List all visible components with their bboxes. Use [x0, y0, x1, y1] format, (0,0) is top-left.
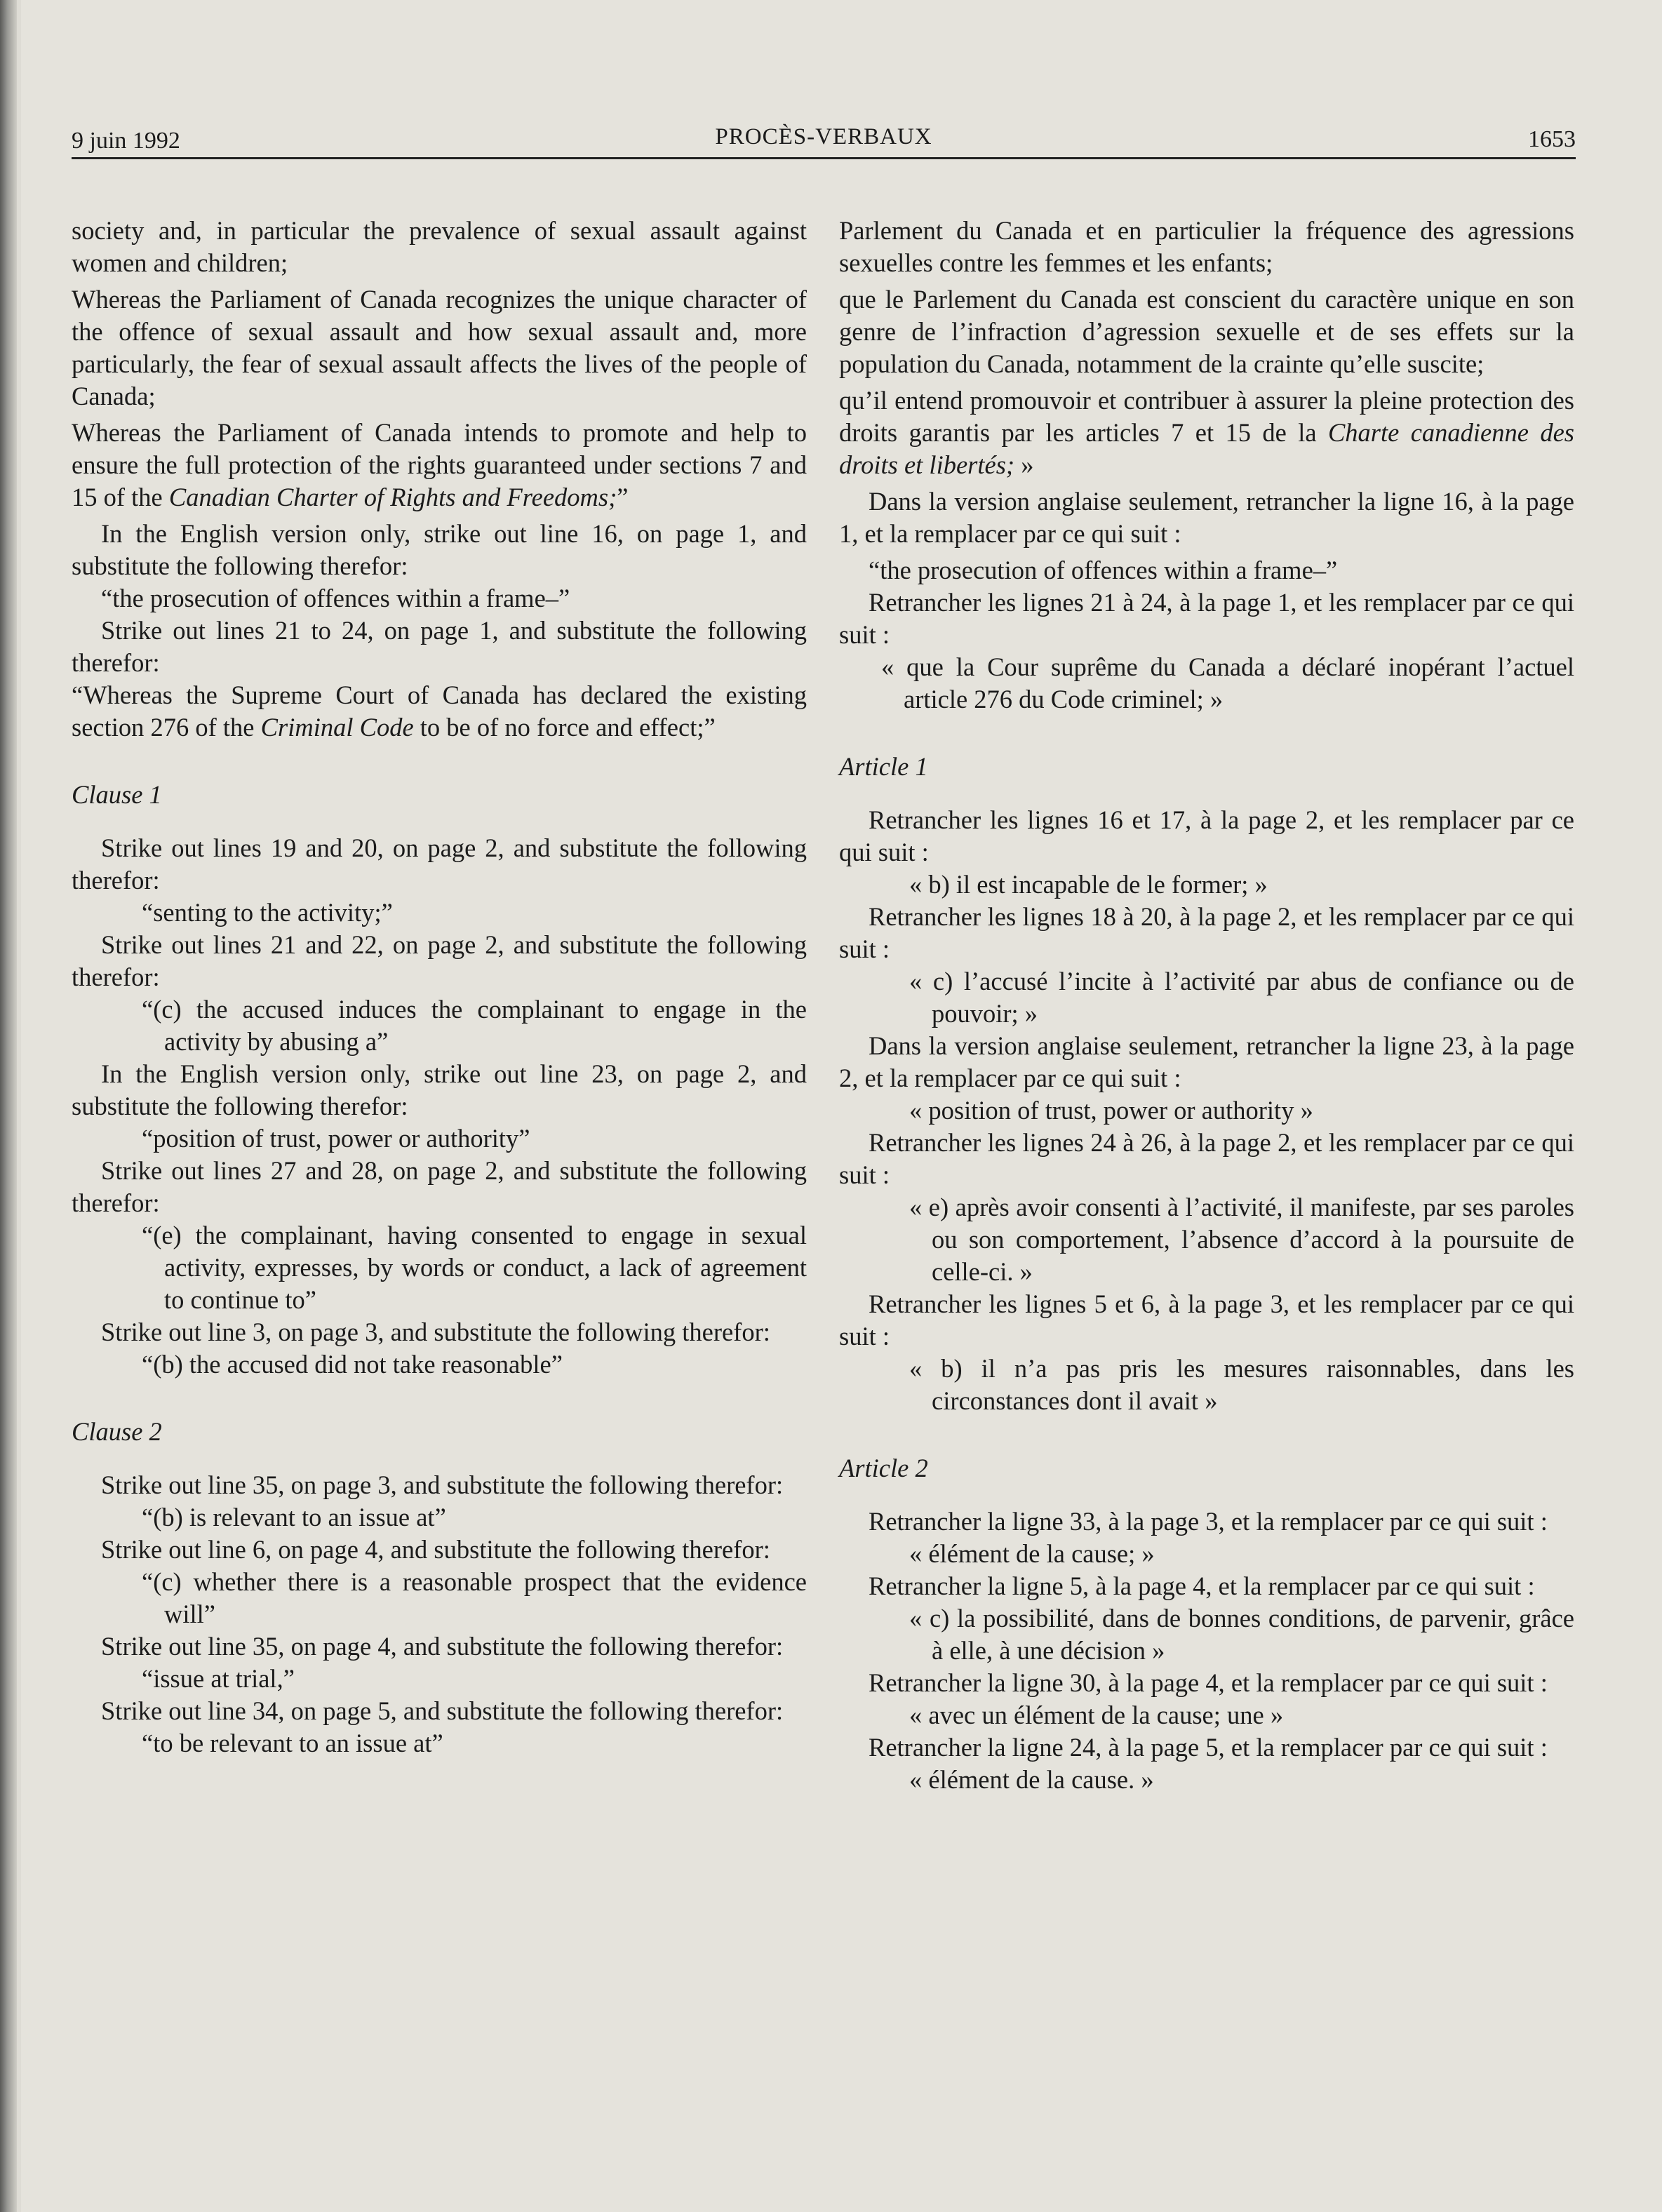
instruction: Retrancher les lignes 5 et 6, à la page 3, et les remplacer par ce qui suit :	[839, 1289, 1574, 1350]
quoted-text: « b) il est incapable de le former; »	[909, 870, 1268, 899]
quoted-text: “senting to the activity;”	[142, 898, 393, 927]
instruction: Dans la version anglaise seulement, retrancher la ligne 23, à la page 2, et la remplacer par ce qui suit :	[839, 1031, 1574, 1092]
instruction: In the English version only, strike out line 23, on page 2, and substitute the following therefor:	[72, 1059, 807, 1120]
quoted-text: “(e) the complainant, having consented to engage in sexual activity, expresses, by words or conduct, a lack of agreement to continue to”	[142, 1221, 807, 1314]
quoted-text: « e) après avoir consenti à l’activité, il manifeste, par ses paroles ou son comportement, l’absence d’accord à la poursuite de celle-ci. »	[909, 1193, 1574, 1286]
running-header	[72, 121, 1576, 159]
instruction: Retrancher les lignes 24 à 26, à la page 2, et les remplacer par ce qui suit :	[839, 1128, 1574, 1189]
header-date: 9 juin 1992	[72, 128, 180, 154]
instruction: Retrancher la ligne 30, à la page 4, et la remplacer par ce qui suit :	[869, 1668, 1548, 1697]
article-heading: Article 1	[839, 752, 928, 781]
instruction: Strike out lines 19 and 20, on page 2, and substitute the following therefor:	[72, 833, 807, 894]
quoted-text: « élément de la cause; »	[909, 1539, 1155, 1568]
instruction: Retrancher les lignes 16 et 17, à la page 2, et les remplacer par ce qui suit :	[839, 805, 1574, 866]
instruction: Strike out lines 21 and 22, on page 2, and substitute the following therefor:	[72, 930, 807, 991]
instruction: Strike out line 35, on page 4, and substitute the following therefor:	[101, 1632, 784, 1661]
quoted-text: “(b) is relevant to an issue at”	[142, 1503, 446, 1531]
quoted-text: « que la Cour suprême du Canada a déclaré inopérant l’actuel article 276 du Code criminel; »	[881, 652, 1574, 713]
book-binding-shadow	[0, 0, 17, 2212]
instruction: Retrancher les lignes 21 à 24, à la page 1, et les remplacer par ce qui suit :	[839, 588, 1574, 649]
instruction: Strike out lines 21 to 24, on page 1, and substitute the following therefor:	[72, 616, 807, 677]
paragraph: qu’il entend promouvoir et contribuer à assurer la pleine protection des droits garantis par les articles 7 et 15 de la Charte canadienne des droits et libertés; »	[839, 386, 1574, 479]
quoted-text: “the prosecution of offences within a frame–”	[101, 584, 570, 612]
quoted-text: « position of trust, power or authority »	[909, 1096, 1313, 1125]
quoted-text: “to be relevant to an issue at”	[142, 1729, 443, 1757]
quoted-text: « c) l’accusé l’incite à l’activité par abus de confiance ou de pouvoir; »	[909, 967, 1574, 1028]
paragraph: que le Parlement du Canada est conscient du caractère unique en son genre de l’infraction d’agression sexuelle et de ses effets sur la population du Canada, notamment de la crainte qu’elle suscite;	[839, 285, 1574, 378]
quoted-text: « b) il n’a pas pris les mesures raisonnables, dans les circonstances dont il avait »	[909, 1354, 1574, 1415]
english-column	[72, 215, 807, 1759]
french-column	[839, 215, 1574, 1796]
quoted-text: « c) la possibilité, dans de bonnes conditions, de parvenir, grâce à elle, à une décision »	[909, 1604, 1574, 1665]
paragraph: society and, in particular the prevalence of sexual assault against women and children;	[72, 216, 807, 277]
quoted-text: “the prosecution of offences within a frame–”	[869, 556, 1338, 584]
instruction: Retrancher la ligne 24, à la page 5, et la remplacer par ce qui suit :	[869, 1733, 1548, 1762]
clause-heading: Clause 2	[72, 1417, 162, 1446]
quoted-text: “(c) whether there is a reasonable prospect that the evidence will”	[142, 1567, 807, 1628]
quoted-text: “Whereas the Supreme Court of Canada has declared the existing section 276 of the Criminal Code to be of no force and effect;”	[72, 681, 807, 742]
paragraph: Parlement du Canada et en particulier la fréquence des agressions sexuelles contre les femmes et les enfants;	[839, 216, 1574, 277]
quoted-text: “issue at trial,”	[142, 1664, 295, 1693]
instruction: Retrancher les lignes 18 à 20, à la page 2, et les remplacer par ce qui suit :	[839, 902, 1574, 963]
page-number: 1653	[1528, 126, 1576, 152]
instruction: Strike out lines 27 and 28, on page 2, and substitute the following therefor:	[72, 1156, 807, 1217]
instruction: In the English version only, strike out line 16, on page 1, and substitute the following therefor:	[72, 519, 807, 580]
quoted-text: “position of trust, power or authority”	[142, 1124, 530, 1153]
quoted-text: “(b) the accused did not take reasonable”	[142, 1350, 563, 1379]
instruction: Retrancher la ligne 5, à la page 4, et la remplacer par ce qui suit :	[869, 1571, 1535, 1600]
quoted-text: « élément de la cause. »	[909, 1765, 1154, 1794]
quoted-text: « avec un élément de la cause; une »	[909, 1701, 1284, 1729]
paragraph: Whereas the Parliament of Canada intends to promote and help to ensure the full protection of the rights guaranteed under sections 7 and 15 of the Canadian Charter of Rights and Freedoms;”	[72, 418, 807, 511]
clause-heading: Clause 1	[72, 780, 162, 809]
article-heading: Article 2	[839, 1454, 928, 1482]
instruction: Retrancher la ligne 33, à la page 3, et la remplacer par ce qui suit :	[869, 1507, 1548, 1536]
instruction: Dans la version anglaise seulement, retrancher la ligne 16, à la page 1, et la remplacer par ce qui suit :	[839, 487, 1574, 548]
instruction: Strike out line 6, on page 4, and substitute the following therefor:	[101, 1535, 770, 1564]
quoted-text: “(c) the accused induces the complainant to engage in the activity by abusing a”	[142, 995, 807, 1056]
paragraph: Whereas the Parliament of Canada recognizes the unique character of the offence of sexual assault and how sexual assault and, more particularly, the fear of sexual assault affects the lives of the people of Canada;	[72, 285, 807, 410]
instruction: Strike out line 35, on page 3, and substitute the following therefor:	[101, 1470, 784, 1499]
instruction: Strike out line 3, on page 3, and substitute the following therefor:	[101, 1318, 770, 1346]
instruction: Strike out line 34, on page 5, and substitute the following therefor:	[101, 1696, 784, 1725]
header-title: PROCÈS-VERBAUX	[715, 124, 932, 149]
